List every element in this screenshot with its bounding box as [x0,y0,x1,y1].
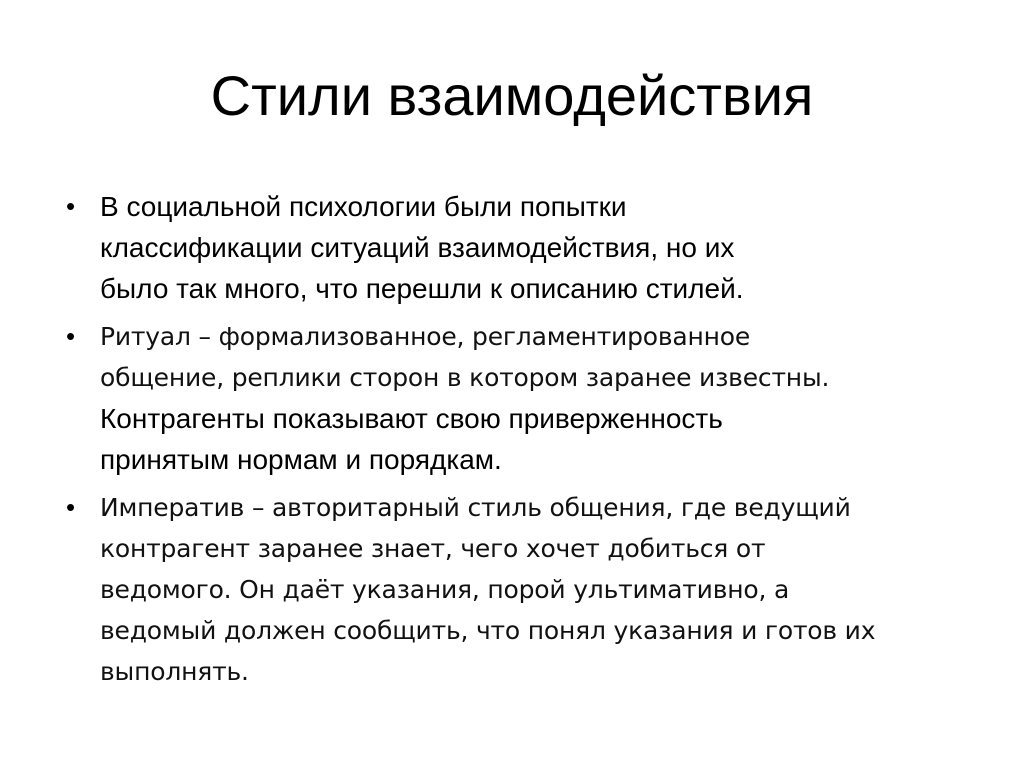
bullet-item [66,186,966,309]
bullet-line: контрагент заранее знает, чего хочет добиться от [100,534,766,563]
bullet-line: В социальной психологии были попытки [100,191,627,222]
bullet-marker: • [66,191,76,221]
bullet-text [100,316,966,480]
bullet-line: было так много, что перешли к описанию стилей. [100,273,744,304]
bullet-line: общение, реплики сторон в котором заранее известны. [100,363,830,392]
bullet-marker: • [66,321,76,351]
bullet-line: Контрагенты показывают свою приверженность [100,403,723,434]
bullet-item [66,487,966,692]
bullet-text [100,186,966,309]
bullet-line: Императив – авторитарный стиль общения, где ведущий [100,493,851,522]
bullet-line: ведомый должен сообщить, что понял указания и готов их [100,616,876,645]
bullet-text [100,487,966,692]
bullet-item [66,316,966,480]
bullet-line: классификации ситуаций взаимодействия, но их [100,232,735,263]
bullet-line: Ритуал – формализованное, регламентированное [100,322,751,351]
bullet-line: ведомого. Он даёт указания, порой ультимативно, а [100,575,790,604]
bullet-line: выполнять. [100,657,249,686]
bullet-list [66,186,966,692]
slide-title: Стили взаимодействия [210,64,814,127]
bullet-line: принятым нормам и порядкам. [100,444,502,475]
bullet-marker: • [66,492,76,522]
